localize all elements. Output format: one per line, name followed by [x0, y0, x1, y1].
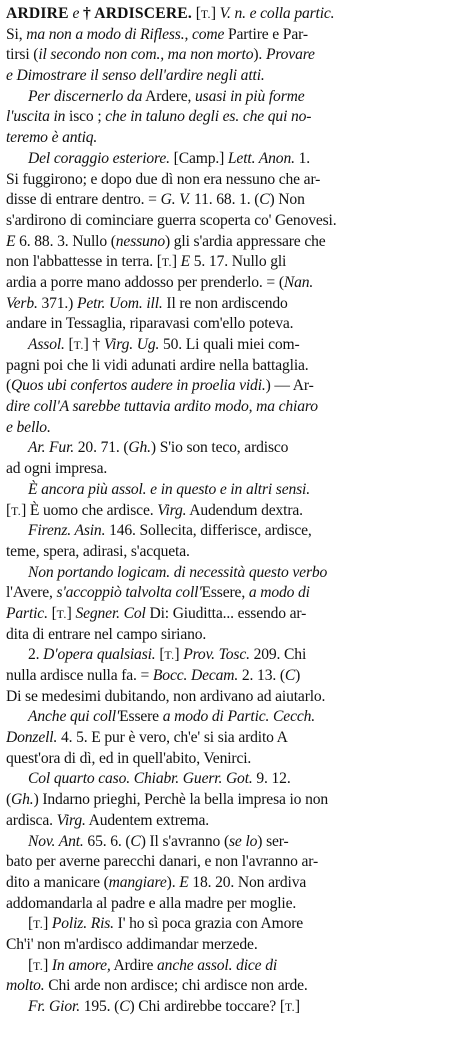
- text-line: [6, 66, 462, 87]
- roman-text: Audentem extrema.: [85, 811, 210, 829]
- text-line: [6, 170, 462, 191]
- roman-text: ) Chi ardirebbe toccare? [T.]: [129, 998, 300, 1015]
- text-line: [6, 480, 462, 501]
- roman-text: 4. 5. E pur è vero, ch'e' si sia ardito A: [57, 729, 288, 747]
- text-line: [6, 728, 462, 749]
- italic-text: che in taluno degli es. che qui no-: [105, 108, 312, 126]
- roman-text: nulla ardisce nulla fa. =: [6, 667, 153, 684]
- italic-text: Per discernerlo da: [28, 87, 143, 105]
- roman-text: Essere: [119, 708, 163, 726]
- text-line: [6, 438, 462, 459]
- headword: † ARDISCERE.: [83, 5, 192, 22]
- text-line: [6, 790, 462, 811]
- italic-text: Col quarto caso. Chiabr. Guerr. Got.: [28, 770, 253, 788]
- italic-text: E: [180, 253, 191, 271]
- roman-text: ).: [253, 46, 266, 64]
- roman-text: ) Il s'avranno (: [140, 832, 229, 850]
- italic-text: Quos ubi confertos audere in proelia vidi.: [11, 377, 266, 395]
- roman-text: s'ardirono di cominciare guerra scoperta co' Genovesi.: [6, 211, 337, 229]
- roman-text: 5. 17. Nullo gli: [190, 253, 287, 271]
- roman-text: 11. 68. 1. (: [190, 191, 260, 209]
- text-line: [6, 87, 462, 108]
- roman-text: 50. Li quali miei com-: [159, 336, 300, 353]
- text-line: [6, 997, 462, 1018]
- text-line: [6, 914, 462, 935]
- roman-text: ) gli s'ardia appressare che: [164, 232, 326, 250]
- text-line: [6, 107, 462, 128]
- roman-text: Ardire: [110, 956, 158, 974]
- text-line: [6, 769, 462, 790]
- roman-text: 9. 12.: [252, 770, 291, 788]
- text-line: [6, 314, 462, 335]
- text-line: [6, 935, 462, 956]
- text-line: [6, 707, 462, 728]
- roman-text: [T.] È uomo che ardisce.: [6, 501, 158, 519]
- roman-text: Ardere,: [142, 87, 196, 105]
- roman-text: 371.): [37, 294, 77, 312]
- roman-text: 6. 88. 3. Nullo (: [15, 232, 116, 250]
- italic-text: Ar. Fur.: [28, 439, 75, 457]
- roman-text: [T.]: [195, 5, 216, 22]
- italic-text: se lo: [229, 832, 258, 850]
- text-line: [6, 418, 462, 439]
- italic-text: e bello.: [6, 418, 51, 436]
- italic-text: Del coraggio esteriore.: [28, 149, 170, 167]
- text-line: [6, 604, 462, 625]
- text-line: [6, 376, 462, 397]
- italic-text: mangiare: [108, 873, 167, 891]
- italic-text: s'accoppiò talvolta coll': [56, 584, 202, 602]
- text-line: [6, 356, 462, 377]
- text-line: [6, 645, 462, 666]
- text-line: [6, 149, 462, 170]
- roman-text: Il re non ardiscendo: [162, 294, 288, 312]
- headword: ARDIRE: [6, 5, 69, 22]
- italic-text: In amore,: [51, 956, 111, 974]
- roman-text: Chi arde non ardisce; chi ardisce non arde.: [44, 977, 308, 995]
- roman-text: Audendum dextra.: [186, 501, 303, 519]
- italic-text: Virg. Ug.: [103, 336, 160, 353]
- text-line: [6, 542, 462, 563]
- italic-text: E: [179, 873, 189, 891]
- text-line: [6, 976, 462, 997]
- text-line: [6, 811, 462, 832]
- text-line: [6, 273, 462, 294]
- text-line: [6, 873, 462, 894]
- italic-text: G. V.: [160, 191, 191, 209]
- italic-text: Nan.: [283, 273, 314, 291]
- roman-text: 18. 20. Non ardiva: [188, 873, 307, 891]
- roman-text: pagni poi che li vidi adunati ardire nella battaglia.: [6, 356, 309, 374]
- italic-text: D'opera qualsiasi.: [43, 646, 156, 664]
- text-line: [6, 687, 462, 708]
- italic-text: Segner. Col: [75, 604, 146, 622]
- roman-text: 146. Sollecita, differisce, ardisce,: [105, 522, 312, 540]
- italic-text: Firenz. Asin.: [28, 522, 106, 540]
- roman-text: [Camp.]: [169, 149, 228, 167]
- roman-text: 2.: [28, 646, 44, 664]
- text-line: [6, 563, 462, 584]
- roman-text: bato per averne parecchi danari, e non l'avranno ar-: [6, 853, 319, 871]
- roman-text: (: [6, 377, 12, 395]
- italic-text: Verb.: [6, 294, 38, 312]
- roman-text: [T.]: [28, 915, 49, 933]
- italic-text: dire coll'A sarebbe tuttavia ardito modo, ma chiaro: [6, 398, 318, 416]
- roman-text: teme, spera, adirasi, s'acqueta.: [6, 542, 190, 560]
- italic-text: Bocc. Decam.: [152, 667, 239, 684]
- italic-text: come: [191, 25, 225, 43]
- roman-text: [T.]: [51, 604, 72, 622]
- italic-text: teremo è antiq.: [6, 129, 98, 147]
- roman-text: Ch'i' non m'ardisco addimandar merzede.: [6, 935, 258, 953]
- italic-text: Poliz. Ris.: [51, 915, 114, 933]
- text-line: [6, 335, 462, 356]
- italic-text: Gh.: [11, 791, 34, 809]
- text-line: [6, 25, 462, 46]
- italic-text: Assol.: [28, 336, 65, 353]
- text-line: [6, 749, 462, 770]
- text-line: [6, 4, 462, 25]
- roman-text: ) ser-: [257, 832, 289, 850]
- italic-text: a modo di: [248, 584, 310, 602]
- italic-text: Non portando logicam. di necessità questo verbo: [28, 563, 328, 581]
- roman-text: ad ogni impresa.: [6, 460, 108, 478]
- italic-text: C: [259, 191, 270, 209]
- italic-text: l'uscita in: [6, 108, 66, 126]
- roman-text: tirsi (: [6, 46, 39, 64]
- text-line: [6, 666, 462, 687]
- roman-text: Si,: [6, 25, 27, 43]
- text-line: [6, 294, 462, 315]
- text-line: [6, 128, 462, 149]
- italic-text: Donzell.: [6, 729, 58, 747]
- text-line: [6, 501, 462, 522]
- roman-text: ) — Ar-: [265, 377, 314, 395]
- italic-text: C: [130, 832, 141, 850]
- italic-text: E: [6, 232, 16, 250]
- roman-text: ardisca.: [6, 811, 57, 829]
- roman-text: Si fuggirono; e dopo due dì non era nessuno che ar-: [6, 170, 321, 188]
- roman-text: 195. (: [79, 998, 120, 1015]
- text-line: [6, 190, 462, 211]
- italic-text: ma non a modo di Rifless.,: [26, 25, 189, 43]
- italic-text: e: [68, 5, 83, 22]
- roman-text: 65. 6. (: [83, 832, 131, 850]
- roman-text: ) Indarno prieghi, Perchè la bella impresa io non: [33, 791, 329, 809]
- roman-text: l': [6, 584, 13, 602]
- roman-text: quest'ora di dì, ed in quell'abito, Venirci.: [6, 749, 252, 767]
- text-line: [6, 852, 462, 873]
- roman-text: dita di entrare nel campo siriano.: [6, 625, 207, 643]
- text-line: [6, 252, 462, 273]
- roman-text: non l'abbattesse in terra. [T.]: [6, 253, 177, 271]
- roman-text: [T.]: [159, 646, 180, 664]
- roman-text: ): [295, 667, 301, 684]
- italic-text: e Dimostrare il senso dell'ardire negli atti.: [6, 67, 265, 85]
- text-line: [6, 625, 462, 646]
- roman-text: dito a manicare (: [6, 873, 109, 891]
- italic-text: Gh.: [128, 439, 151, 457]
- roman-text: ).: [166, 873, 180, 891]
- italic-text: C: [284, 667, 296, 684]
- roman-text: 1.: [294, 149, 311, 167]
- roman-text: [T.]: [28, 956, 49, 974]
- text-line: [6, 397, 462, 418]
- italic-text: È ancora più assol. e in questo e in altri sensi.: [28, 480, 310, 498]
- italic-text: Fr. Gior.: [28, 998, 80, 1015]
- italic-text: nessuno: [115, 232, 165, 250]
- italic-text: Virg.: [157, 501, 187, 519]
- text-line: [6, 832, 462, 853]
- roman-text: Partire e Par-: [224, 25, 308, 43]
- italic-text: C: [119, 998, 130, 1015]
- roman-text: ardia a porre mano addosso per prenderlo. = (: [6, 273, 284, 291]
- italic-text: a modo di Partic. Cecch.: [162, 708, 316, 726]
- roman-text: (: [6, 791, 12, 809]
- roman-text: 209. Chi: [249, 646, 307, 664]
- roman-text: Di se medesimi dubitando, non ardivano ad aiutarlo.: [6, 687, 326, 705]
- italic-text: usasi in più forme: [195, 87, 305, 105]
- italic-text: Provare: [265, 46, 315, 64]
- roman-text: 2. 13. (: [238, 667, 285, 684]
- roman-text: Avere,: [12, 584, 57, 602]
- italic-text: molto.: [6, 977, 45, 995]
- roman-text: ) S'io son teco, ardisco: [150, 439, 289, 457]
- italic-text: anche assol. dice di: [157, 956, 278, 974]
- text-line: [6, 45, 462, 66]
- italic-text: Lett. Anon.: [227, 149, 295, 167]
- text-line: [6, 956, 462, 977]
- italic-text: Partic.: [6, 604, 48, 622]
- roman-text: 20. 71. (: [74, 439, 129, 457]
- text-line: [6, 232, 462, 253]
- italic-text: Virg.: [56, 811, 86, 829]
- roman-text: andare in Tessaglia, riparavasi com'ello poteva.: [6, 315, 294, 333]
- italic-text: Prov. Tosc.: [183, 646, 250, 664]
- roman-text: [T.] †: [68, 336, 104, 353]
- text-line: [6, 583, 462, 604]
- text-line: [6, 521, 462, 542]
- roman-text: Essere,: [201, 584, 249, 602]
- roman-text: Di: Giuditta... essendo ar-: [145, 604, 307, 622]
- text-line: [6, 894, 462, 915]
- italic-text: Petr. Uom. ill.: [76, 294, 163, 312]
- roman-text: ) Non: [269, 191, 305, 209]
- italic-text: V. n. e colla partic.: [219, 5, 335, 22]
- roman-text: disse di entrare dentro. =: [6, 191, 161, 209]
- italic-text: il secondo non com., ma non morto: [38, 46, 254, 64]
- text-line: [6, 459, 462, 480]
- italic-text: Nov. Ant.: [28, 832, 84, 850]
- italic-text: Anche qui coll': [28, 708, 120, 726]
- roman-text: I' ho sì poca grazia con Amore: [113, 915, 304, 933]
- text-line: [6, 211, 462, 232]
- roman-text: addomandarla al padre e alla madre per moglie.: [6, 894, 297, 912]
- roman-text: isco ;: [65, 108, 106, 126]
